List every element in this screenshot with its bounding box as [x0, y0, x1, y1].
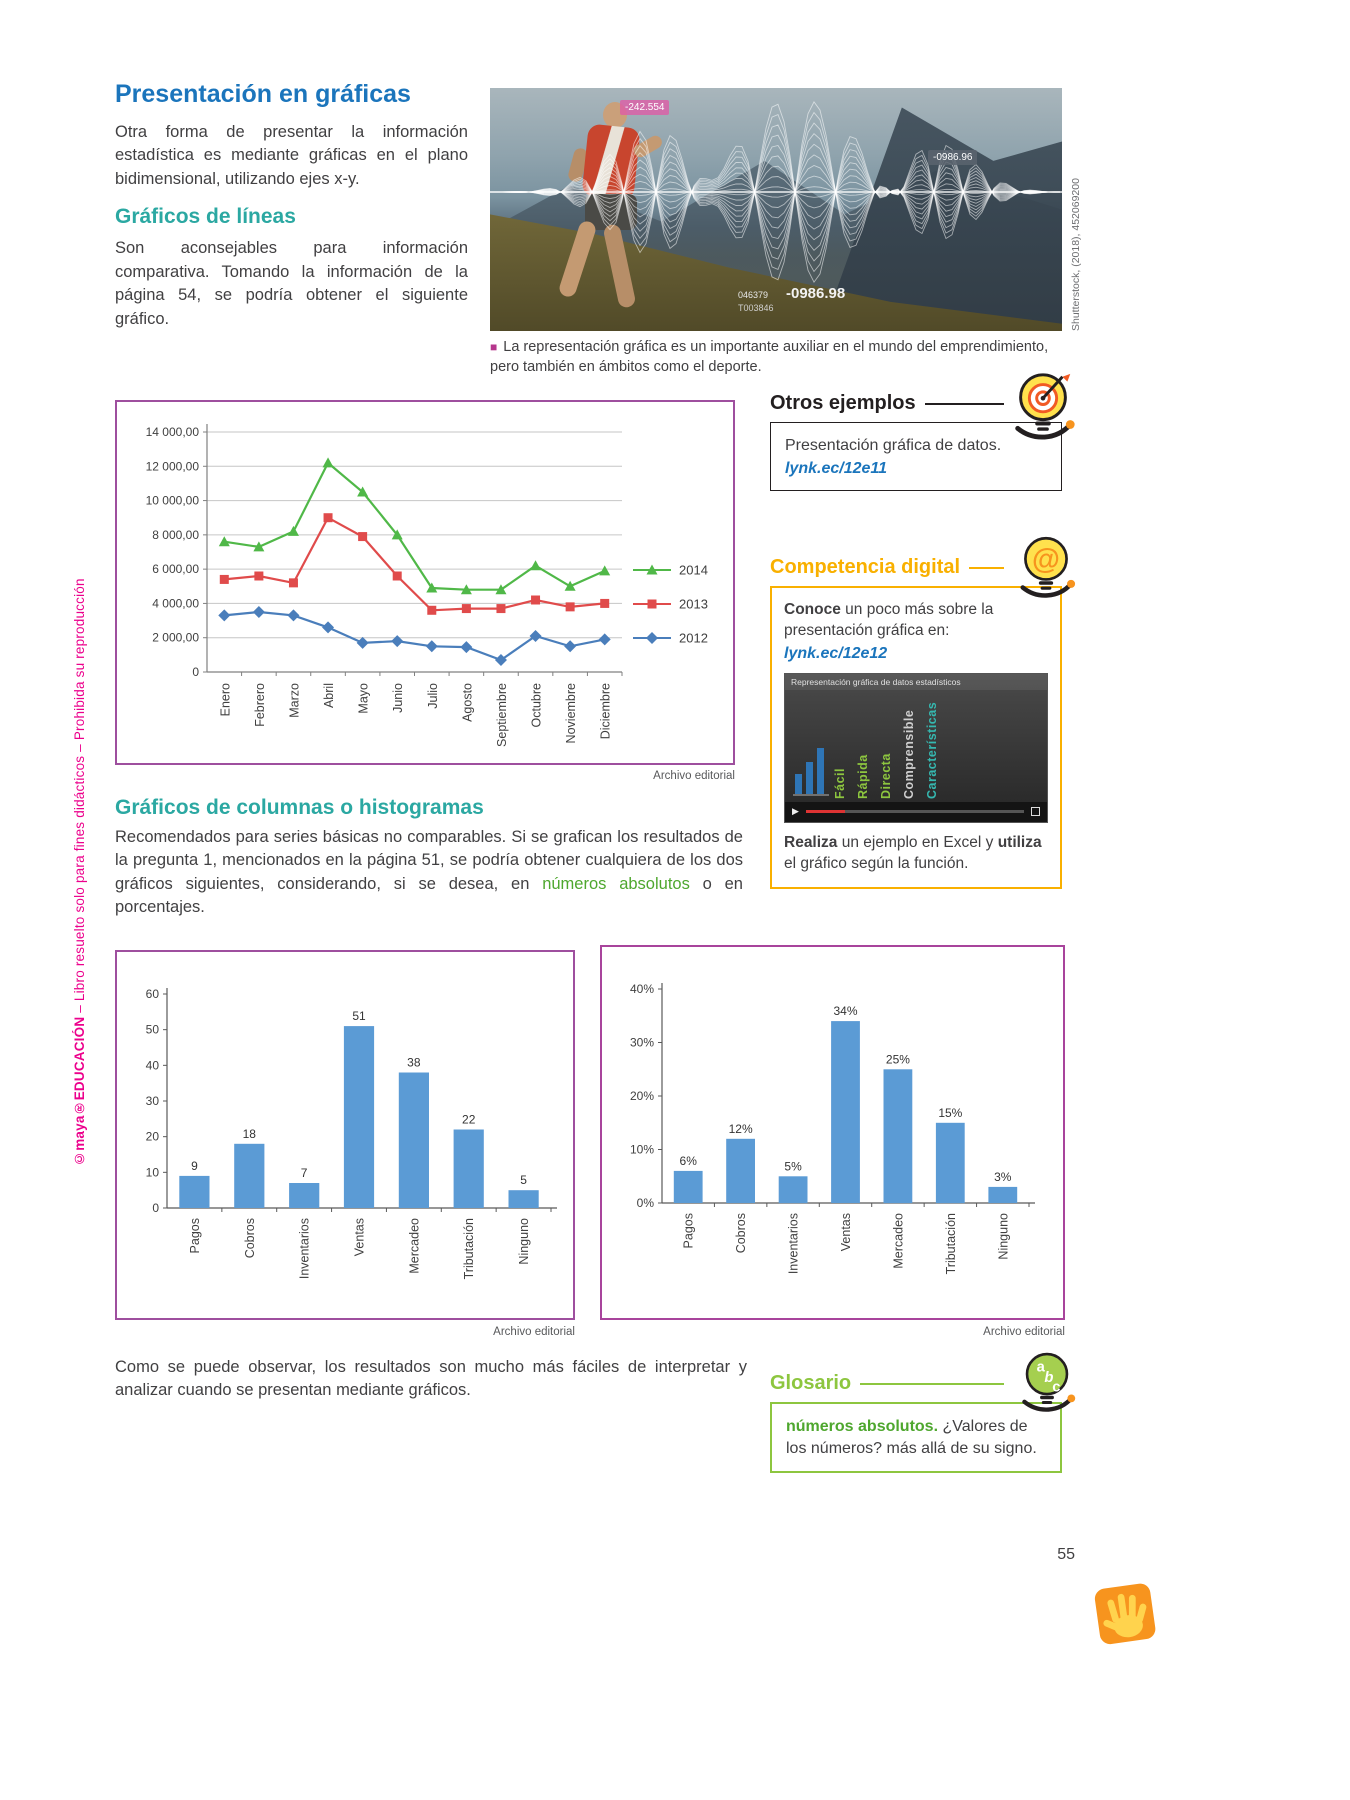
line-chart	[115, 400, 735, 765]
svg-text:c: c	[1052, 1379, 1061, 1396]
svg-text:b: b	[1044, 1369, 1054, 1386]
bar-chart-absolute-credit: Archivo editorial	[493, 1326, 575, 1338]
svg-text:9: 9	[191, 1158, 198, 1173]
svg-text:Octubre: Octubre	[529, 683, 544, 728]
svg-text:20%: 20%	[629, 1089, 654, 1103]
svg-text:Tributación: Tributación	[943, 1213, 958, 1275]
svg-text:Pagos: Pagos	[681, 1213, 696, 1249]
svg-text:Ninguno: Ninguno	[517, 1218, 532, 1265]
bar-chart-absolute-canvas	[117, 952, 573, 1318]
svg-text:Pagos: Pagos	[187, 1218, 202, 1254]
svg-text:Febrero: Febrero	[252, 683, 267, 727]
svg-text:0%: 0%	[636, 1196, 654, 1210]
svg-text:Inventarios: Inventarios	[786, 1213, 801, 1275]
svg-text:34%: 34%	[833, 1004, 858, 1019]
svg-text:Septiembre: Septiembre	[494, 683, 509, 747]
bar-chart-absolute	[115, 950, 575, 1320]
svg-text:2014: 2014	[679, 562, 708, 578]
columns-paragraph: Recomendados para series básicas no comparables. Si se grafican los resultados de la pregunta 1, mencionados en la página 51, se podría obtener cualquiera de los dos gráficos siguientes, considerando, si se desea, en números absolutos o en porcentajes.	[115, 828, 743, 917]
svg-text:Julio: Julio	[425, 683, 440, 709]
svg-text:3%: 3%	[994, 1169, 1012, 1184]
glosario-entry: números absolutos. ¿Valores de los números? más allá de su signo.	[786, 1418, 1037, 1457]
copyright-note: – Libro resuelto solo para fines didácticos – Prohibida su reproducción	[72, 578, 87, 1017]
otros-ejemplos-box	[770, 392, 1062, 491]
lynk-link-12e11[interactable]: lynk.ec/12e11	[785, 459, 888, 477]
svg-text:10 000,00: 10 000,00	[145, 493, 199, 508]
svg-text:8 000,00: 8 000,00	[152, 527, 199, 542]
svg-text:Enero: Enero	[218, 683, 233, 717]
svg-text:7: 7	[300, 1166, 308, 1181]
svg-text:@: @	[1032, 543, 1060, 576]
photo-data-label: -0986.96	[928, 150, 977, 165]
competencia-action: Realiza un ejemplo en Excel y utiliza el gráfico según la función.	[784, 833, 1042, 872]
title-rule	[969, 567, 1004, 569]
title-rule	[925, 403, 1004, 405]
page-title: Presentación en gráficas	[115, 80, 411, 108]
competencia-digital-title: Competencia digital	[770, 556, 961, 578]
photo-data-label: -0986.98	[786, 285, 846, 302]
svg-text:38: 38	[407, 1055, 421, 1070]
intro-section	[115, 80, 468, 345]
svg-text:0: 0	[152, 1201, 159, 1215]
mini-bar-chart-icon	[793, 734, 829, 796]
wave-overlay-art	[490, 88, 1062, 331]
svg-text:10%: 10%	[629, 1142, 654, 1157]
video-controls	[785, 802, 1047, 822]
svg-text:2012: 2012	[679, 630, 708, 646]
svg-text:22: 22	[462, 1112, 476, 1127]
photo-data-label: T003846	[738, 303, 774, 313]
line-chart-credit: Archivo editorial	[653, 770, 735, 782]
svg-text:Agosto: Agosto	[460, 683, 475, 722]
otros-ejemplos-text: Presentación gráfica de datos.	[785, 437, 1002, 454]
video-progress-bar[interactable]	[806, 810, 1024, 813]
svg-text:30: 30	[145, 1094, 159, 1108]
svg-text:2 000,00: 2 000,00	[152, 630, 199, 645]
lynk-link-12e12[interactable]: lynk.ec/12e12	[784, 644, 888, 662]
copyright-vertical-text	[72, 418, 96, 1166]
conclusion-paragraph: Como se puede observar, los resultados son mucho más fáciles de interpretar y analizar cuando se presentan mediante gráficos.	[115, 1358, 747, 1400]
bar-chart-percent-credit: Archivo editorial	[983, 1326, 1065, 1338]
svg-text:0: 0	[192, 665, 199, 679]
video-thumbnail	[784, 673, 1048, 823]
intro-paragraph: Otra forma de presentar la información estadística es mediante gráficas en el plano bidimensional, utilizando ejes x-y.	[115, 123, 468, 188]
svg-text:6%: 6%	[679, 1153, 697, 1168]
svg-text:2013: 2013	[679, 596, 708, 612]
line-charts-heading: Gráficos de líneas	[115, 205, 296, 229]
svg-text:Marzo: Marzo	[287, 683, 302, 718]
page-number: 55	[1057, 1546, 1075, 1563]
svg-text:14 000,00: 14 000,00	[145, 425, 199, 439]
video-title: Representación gráfica de datos estadísticos	[785, 674, 1047, 690]
svg-text:Mercadeo: Mercadeo	[407, 1218, 422, 1274]
svg-text:60: 60	[145, 987, 159, 1001]
svg-text:Diciembre: Diciembre	[598, 683, 613, 740]
svg-text:Cobros: Cobros	[242, 1218, 257, 1259]
svg-text:Noviembre: Noviembre	[564, 683, 579, 744]
title-rule	[860, 1383, 1004, 1385]
svg-text:Cobros: Cobros	[734, 1213, 749, 1254]
photo-data-label: -242.554	[620, 100, 669, 115]
photo-caption: ■ La representación gráfica es un importante auxiliar en el mundo del emprendimiento, pero también en ámbitos como el deporte.	[490, 339, 1049, 375]
publisher-brand: ©maya®EDUCACIÓN	[72, 1016, 87, 1166]
highlight-numeros-absolutos: números absolutos	[542, 874, 690, 893]
play-icon[interactable]: ▶	[792, 806, 799, 817]
svg-text:Abril: Abril	[322, 683, 337, 709]
competencia-digital-box	[770, 543, 1062, 889]
svg-text:Mayo: Mayo	[356, 683, 371, 714]
svg-text:5: 5	[520, 1173, 527, 1188]
runner-photo	[490, 88, 1062, 331]
svg-text:Tributación: Tributación	[462, 1218, 477, 1280]
svg-text:Ventas: Ventas	[352, 1218, 367, 1257]
otros-ejemplos-title: Otros ejemplos	[770, 392, 916, 414]
bar-chart-percent-canvas	[602, 947, 1063, 1318]
caption-bullet-icon: ■	[490, 340, 498, 354]
hand-logo-icon	[1092, 1574, 1158, 1657]
bar-chart-percent	[600, 945, 1065, 1320]
svg-text:51: 51	[352, 1009, 366, 1024]
columns-heading: Gráficos de columnas o histogramas	[115, 796, 484, 819]
svg-text:40: 40	[145, 1058, 159, 1073]
fullscreen-icon[interactable]	[1031, 807, 1040, 816]
svg-text:4 000,00: 4 000,00	[152, 596, 199, 611]
video-keywords: Fácil Rápida Directa Comprensible Características	[833, 701, 939, 799]
svg-text:30%: 30%	[629, 1035, 654, 1050]
competencia-lead: Conoce un poco más sobre la presentación gráfica en:	[784, 601, 994, 639]
lightbulb-abc-icon	[1014, 1348, 1080, 1419]
svg-text:20: 20	[145, 1129, 159, 1144]
svg-text:6 000,00: 6 000,00	[152, 562, 199, 577]
svg-text:Junio: Junio	[391, 683, 406, 713]
line-chart-canvas	[117, 402, 733, 763]
glosario-title: Glosario	[770, 1372, 852, 1394]
line-charts-paragraph: Son aconsejables para información comparativa. Tomando la información de la página 54, se podría obtener el siguiente gráfico.	[115, 239, 468, 328]
svg-text:25%: 25%	[885, 1052, 910, 1067]
svg-text:12 000,00: 12 000,00	[145, 459, 199, 474]
glosario-box	[770, 1359, 1062, 1473]
svg-text:10: 10	[145, 1165, 159, 1180]
svg-text:50: 50	[145, 1022, 159, 1037]
svg-text:Ventas: Ventas	[839, 1213, 853, 1252]
svg-text:Ninguno: Ninguno	[996, 1213, 1011, 1260]
svg-text:18: 18	[242, 1126, 256, 1141]
lightbulb-target-icon	[1006, 368, 1080, 447]
lightbulb-at-icon	[1012, 532, 1080, 605]
svg-text:Inventarios: Inventarios	[297, 1218, 312, 1280]
svg-text:40%: 40%	[629, 982, 654, 996]
svg-text:15%: 15%	[938, 1105, 963, 1120]
svg-text:a: a	[1036, 1359, 1045, 1376]
svg-text:Mercadeo: Mercadeo	[891, 1213, 906, 1269]
photo-data-label: 046379	[738, 290, 769, 300]
photo-credit: Shutterstock, (2018), 452069200	[1070, 178, 1082, 331]
svg-text:12%: 12%	[728, 1121, 753, 1136]
svg-text:5%: 5%	[784, 1159, 802, 1174]
